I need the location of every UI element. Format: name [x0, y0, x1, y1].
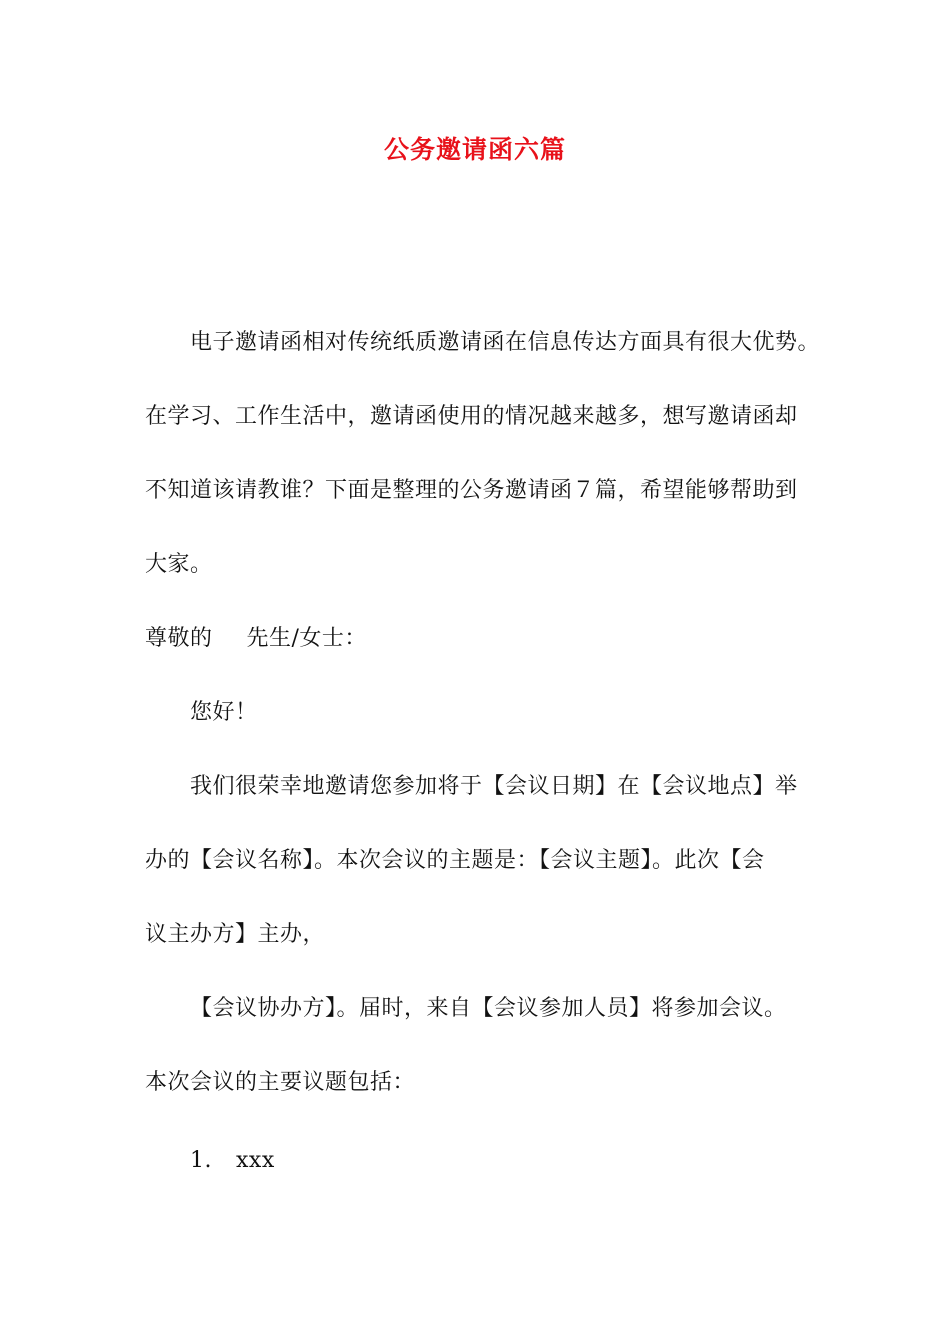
body-line-2: 办的【会议名称】。本次会议的主题是：【会议主题】。此次【会	[145, 848, 765, 873]
body-line-5: 本次会议的主要议题包括：	[145, 1070, 416, 1095]
agenda-item-1	[190, 1146, 275, 1176]
salutation-prefix: 尊敬的	[145, 626, 213, 651]
body-line-3: 议主办方】主办，	[145, 922, 326, 947]
intro-line-4: 大家。	[145, 552, 213, 577]
agenda-item-number: 1.	[190, 1148, 212, 1173]
greeting: 您好！	[190, 700, 258, 725]
intro-line-3: 不知道该请教谁？下面是整理的公务邀请函７篇，希望能够帮助到	[145, 478, 798, 503]
intro-line-1: 电子邀请函相对传统纸质邀请函在信息传达方面具有很大优势。	[190, 330, 821, 355]
body-line-4: 【会议协办方】。届时，来自【会议参加人员】将参加会议。	[190, 996, 787, 1021]
agenda-item-text: xxx	[236, 1148, 275, 1173]
document-title: 公务邀请函六篇	[383, 135, 566, 164]
body-line-1: 我们很荣幸地邀请您参加将于【会议日期】在【会议地点】举	[190, 774, 798, 799]
salutation	[145, 624, 367, 654]
salutation-suffix: 先生/女士：	[246, 626, 367, 651]
intro-line-2: 在学习、工作生活中，邀请函使用的情况越来越多，想写邀请函却	[145, 404, 798, 429]
